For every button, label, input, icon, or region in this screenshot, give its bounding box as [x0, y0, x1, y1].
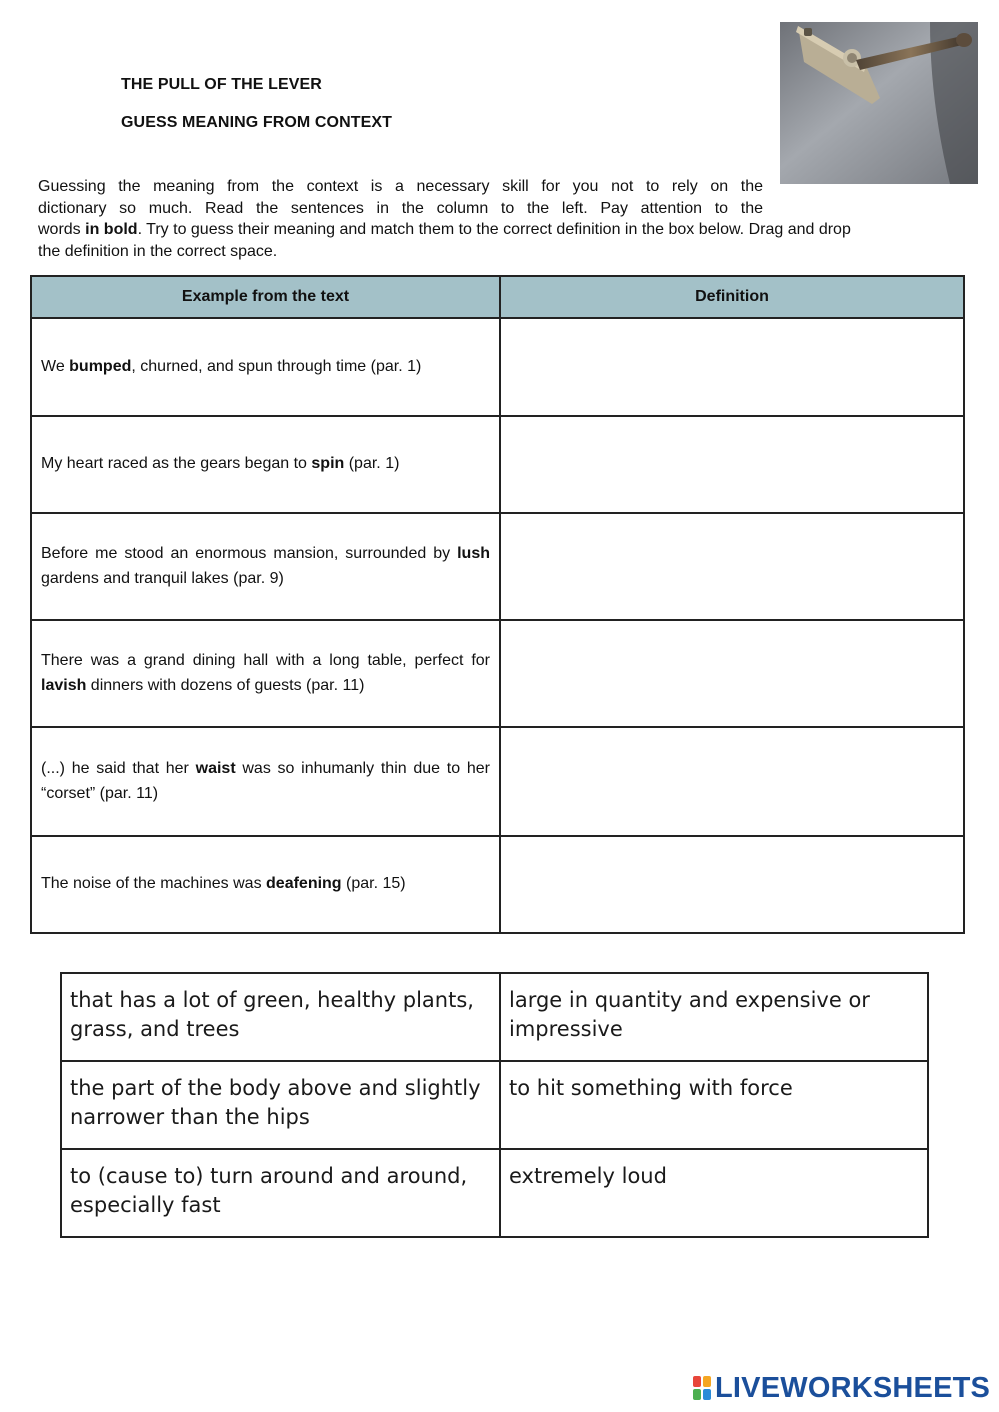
word-bank-row: [61, 973, 928, 1061]
liveworksheets-logo: [692, 1372, 990, 1404]
logo-square: [693, 1389, 701, 1400]
definition-drop-zone[interactable]: [500, 727, 964, 836]
example-sentence: (...) he said that her waist was so inhumanly thin due to her “corset” (par. 11): [31, 727, 500, 836]
worksheet-title: THE PULL OF THE LEVER: [121, 76, 322, 93]
logo-text: LIVEWORKSHEETS: [715, 1371, 991, 1404]
table-row: [31, 620, 964, 727]
definition-card[interactable]: large in quantity and expensive or impressive: [500, 973, 928, 1061]
definition-drop-zone[interactable]: [500, 513, 964, 620]
definition-drop-zone[interactable]: [500, 620, 964, 727]
logo-square: [693, 1376, 701, 1387]
table-row: [31, 513, 964, 620]
worksheet-subtitle: GUESS MEANING FROM CONTEXT: [121, 114, 393, 131]
definition-card[interactable]: the part of the body above and slightly narrower than the hips: [61, 1061, 500, 1149]
definition-drop-zone[interactable]: [500, 318, 964, 416]
definition-card[interactable]: extremely loud: [500, 1149, 928, 1237]
definition-card[interactable]: to hit something with force: [500, 1061, 928, 1149]
example-sentence: We bumped, churned, and spun through time (par. 1): [31, 318, 500, 416]
logo-icon: [692, 1375, 712, 1401]
example-sentence: The noise of the machines was deafening (par. 15): [31, 836, 500, 933]
matching-table: [30, 275, 965, 934]
instructions-line: dictionary so much. Read the sentences in the column to the left. Pay attention to the: [38, 199, 763, 217]
word-bank-row: [61, 1061, 928, 1149]
table-row: [31, 318, 964, 416]
definition-card[interactable]: that has a lot of green, healthy plants, grass, and trees: [61, 973, 500, 1061]
definition-card[interactable]: to (cause to) turn around and around, especially fast: [61, 1149, 500, 1237]
instructions-line: Guessing the meaning from the context is a necessary skill for you not to rely on the: [38, 178, 763, 195]
word-bank: [60, 972, 929, 1238]
lever-icon: [780, 22, 978, 184]
column-header-example: Example from the text: [31, 276, 500, 318]
word-bank-row: [61, 1149, 928, 1237]
example-sentence: Before me stood an enormous mansion, surrounded by lush gardens and tranquil lakes (par. 9): [31, 513, 500, 620]
lever-photo: [780, 22, 978, 184]
logo-square: [703, 1389, 711, 1400]
table-row: [31, 836, 964, 933]
example-sentence: My heart raced as the gears began to spin (par. 1): [31, 416, 500, 513]
logo-square: [703, 1376, 711, 1387]
instructions: [38, 176, 974, 262]
column-header-definition: Definition: [500, 276, 964, 318]
table-row: [31, 416, 964, 513]
example-sentence: There was a grand dining hall with a long table, perfect for lavish dinners with dozens of guests (par. 11): [31, 620, 500, 727]
definition-drop-zone[interactable]: [500, 836, 964, 933]
table-row: [31, 727, 964, 836]
definition-drop-zone[interactable]: [500, 416, 964, 513]
instructions-line: the definition in the correct space.: [38, 242, 278, 260]
instructions-line: words in bold. Try to guess their meaning and match them to the correct definition in the box below. Drag and drop: [38, 221, 851, 238]
